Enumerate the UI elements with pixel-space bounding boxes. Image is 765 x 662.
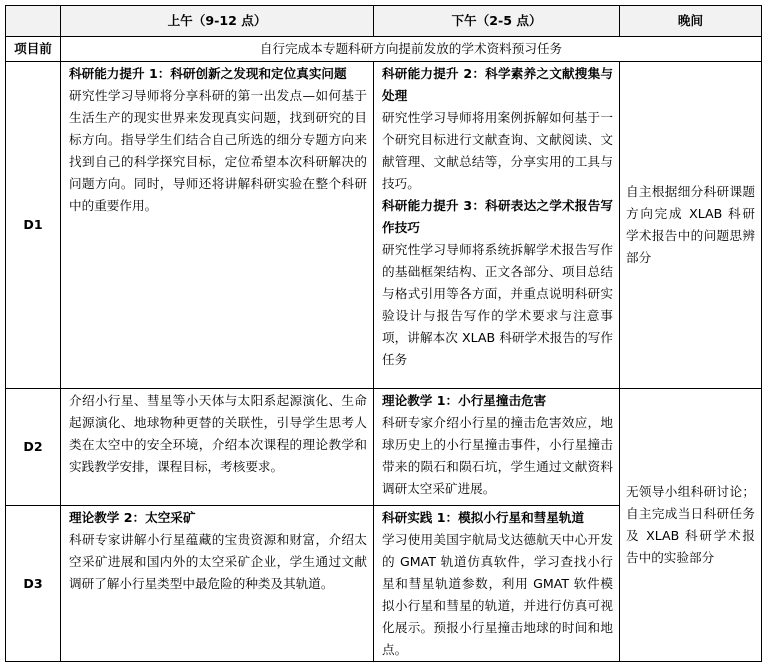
pre-text: 自行完成本专题科研方向提前发放的学术资料预习任务 (61, 37, 762, 62)
header-blank (6, 6, 61, 37)
d1-morning-desc: 研究性学习导师将分享科研的第一出发点—如何基于生活生产的现实世界来发现真实问题，找到研究的目标方向。指导学生们结合自己所选的细分专题方向来找到自己的科学探究目标，定位希望本次科研解决的问题方向。同时，导师还将讲解科研实验在整个科研中的重要作用。 (69, 88, 367, 213)
d2d3-evening-cell (620, 389, 762, 662)
d1-afternoon1-desc: 研究性学习导师将用案例拆解如何基于一个研究目标进行文献查询、文献阅读、文献管理、文献总结等，分享实用的工具与技巧。 (382, 110, 613, 191)
pre-row (6, 37, 762, 62)
d3-label: D3 (6, 506, 61, 662)
d3-afternoon-title: 科研实践 1：模拟小行星和彗星轨道 (382, 510, 585, 525)
header-morning: 上午（9-12 点） (61, 6, 374, 37)
d2-afternoon-title: 理论教学 1：小行星撞击危害 (382, 393, 547, 408)
d3-afternoon-desc: 学习使用美国宇航局戈达德航天中心开发的 GMAT 轨道仿真软件，学习查找小行星和彗星轨道参数，利用 GMAT 软件模拟小行星和彗星的轨道，并进行仿真可视化展示。预报小行星撞击地球的时间和地点。 (382, 532, 613, 657)
d2-label: D2 (6, 389, 61, 506)
d3-morning-desc: 科研专家讲解小行星蕴藏的宝贵资源和财富，介绍太空采矿进展和国内外的太空采矿企业，学生通过文献调研了解小行星类型中最危险的种类及其轨道。 (69, 532, 367, 591)
schedule-table (5, 5, 762, 662)
pre-label: 项目前 (6, 37, 61, 62)
d2-morning-desc: 介绍小行星、彗星等小天体与太阳系起源演化、生命起源演化、地球物种更替的关联性，引导学生思考人类在太空中的安全环境，介绍本次课程的理论教学和实践教学安排，课程目标，考核要求。 (69, 393, 367, 474)
d2-row (6, 389, 762, 506)
header-row (6, 6, 762, 37)
header-evening: 晚间 (620, 6, 762, 37)
d1-afternoon2-title: 科研能力提升 3：科研表达之学术报告写作技巧 (382, 198, 613, 235)
d1-morning-title: 科研能力提升 1：科研创新之发现和定位真实问题 (69, 66, 347, 81)
d2-afternoon-cell (374, 389, 620, 506)
d1-evening-text: 自主根据细分科研课题方向完成 XLAB 科研学术报告中的问题思辨部分 (626, 184, 755, 265)
d2-morning-cell (61, 389, 374, 506)
d3-afternoon-cell (374, 506, 620, 662)
d1-evening-cell (620, 62, 762, 389)
d3-morning-cell (61, 506, 374, 662)
d1-morning-cell (61, 62, 374, 389)
d1-afternoon1-title: 科研能力提升 2：科学素养之文献搜集与处理 (382, 66, 613, 103)
d3-morning-title: 理论教学 2：太空采矿 (69, 510, 196, 525)
header-afternoon: 下午（2-5 点） (374, 6, 620, 37)
d1-row (6, 62, 762, 389)
d1-label: D1 (6, 62, 61, 389)
d2d3-evening-text: 无领导小组科研讨论；自主完成当日科研任务及 XLAB 科研学术报告中的实验部分 (626, 484, 755, 565)
d2-afternoon-desc: 科研专家介绍小行星的撞击危害效应，地球历史上的小行星撞击事件，小行星撞击带来的陨石和陨石坑，学生通过文献资料调研太空采矿进展。 (382, 415, 613, 496)
d1-afternoon2-desc: 研究性学习导师将系统拆解学术报告写作的基础框架结构、正文各部分、项目总结与格式引用等各方面，并重点说明科研实验设计与报告写作的学术要求与注意事项，讲解本次 XLAB 科研学术报告的写作任务 (382, 242, 613, 367)
d1-afternoon-cell (374, 62, 620, 389)
